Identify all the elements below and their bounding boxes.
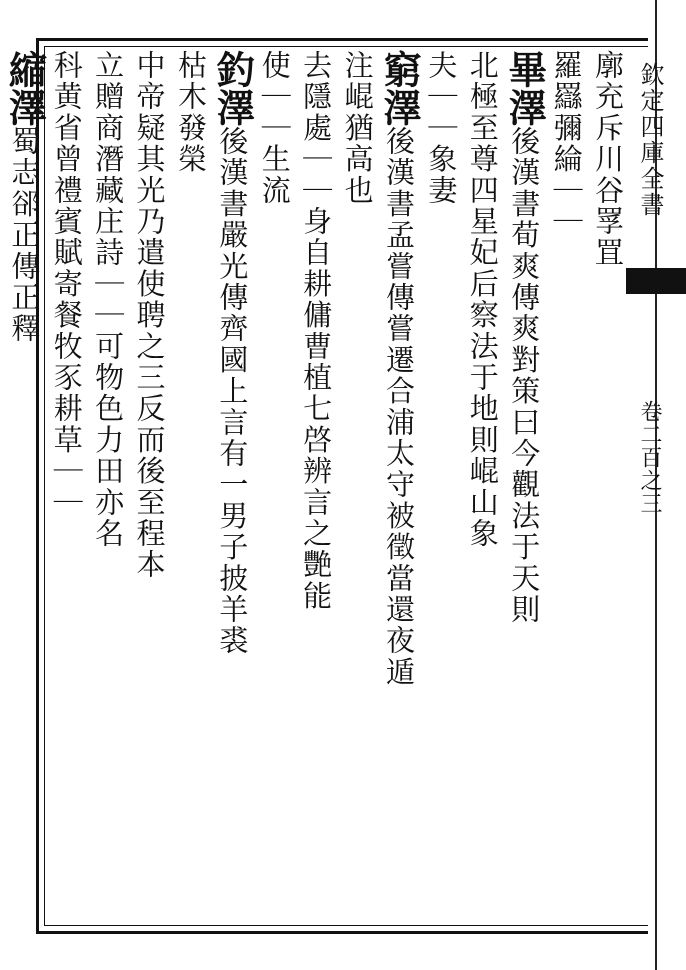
text-column <box>545 50 586 922</box>
column-text: 科黄省曾禮賓賦寄餐牧豕耕草｜｜ <box>49 50 84 518</box>
column-text: 夫｜｜象妻 <box>424 50 459 206</box>
text-column <box>295 50 336 922</box>
column-text: 後漢書孟嘗傳嘗遷合浦太守被徵當還夜遁 <box>381 126 416 688</box>
column-text: 蜀志郤正傳正釋 <box>7 126 42 345</box>
text-column <box>420 50 461 922</box>
text-column <box>210 50 256 922</box>
text-column <box>461 50 502 922</box>
juan-number: 卷二百之三 <box>637 400 662 515</box>
text-column <box>502 50 548 922</box>
column-text: 去隱處｜｜身自耕傭曹植七啓辨言之艷能 <box>299 50 334 612</box>
column-text: 注崐猶高也 <box>340 50 375 206</box>
text-column <box>253 50 294 922</box>
entry-heading: 縮澤 <box>2 50 48 126</box>
entry-heading: 窮澤 <box>376 50 422 126</box>
column-text: 中帝疑其光乃遣使聘之三反而後至程本 <box>132 50 167 581</box>
text-column <box>2 50 48 922</box>
entry-heading: 釣澤 <box>210 50 256 126</box>
column-text: 北極至尊四星妃后察法于地則崐山象 <box>465 50 500 550</box>
book-title: 欽定四庫全書 <box>636 62 664 218</box>
main-text <box>2 50 628 922</box>
text-column <box>170 50 211 922</box>
text-column <box>45 50 86 922</box>
column-text: 羅羉彌綸｜｜ <box>549 50 584 238</box>
column-text: 廓充斥川谷罦罝 <box>591 50 625 269</box>
column-text: 使｜｜生流 <box>257 50 292 206</box>
text-column <box>0 50 3 922</box>
text-column <box>378 50 420 922</box>
fishtail-mark <box>626 268 686 294</box>
text-column <box>587 50 628 922</box>
text-column <box>87 50 128 922</box>
text-column <box>336 50 377 922</box>
text-column <box>128 50 169 922</box>
column-text: 後漢書嚴光傳齊國上言有一男子披羊裘 <box>215 126 250 657</box>
column-text: 枯木發榮 <box>173 50 208 175</box>
column-text: 立贈商潛藏庄詩｜｜可物色力田亦名 <box>91 50 126 550</box>
entry-heading: 畢澤 <box>502 50 548 126</box>
column-text: 後漢書荀爽傳爽對策曰今觀法于天則 <box>507 126 542 626</box>
